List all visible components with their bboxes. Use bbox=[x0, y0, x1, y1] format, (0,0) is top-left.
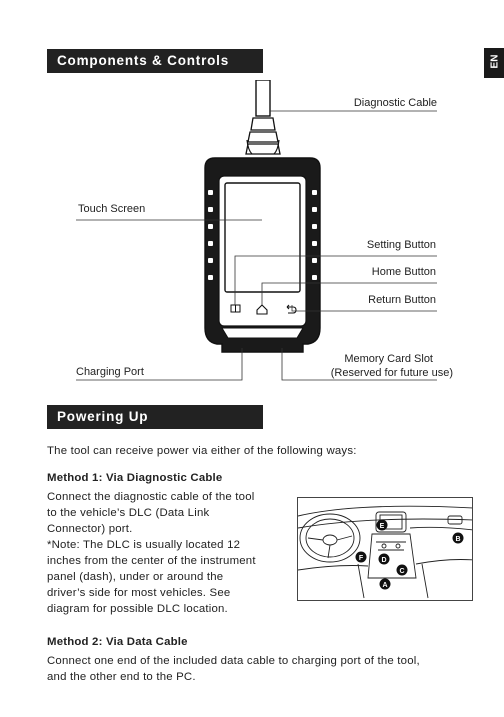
method1-title: Method 1: Via Diagnostic Cable bbox=[47, 472, 223, 484]
dlc-marker-a-text: A bbox=[382, 582, 388, 589]
device-diagram bbox=[0, 80, 504, 390]
diagnostic-cable bbox=[246, 80, 280, 154]
device-illustration bbox=[0, 80, 504, 390]
method1-line: to the vehicle’s DLC (Data Link bbox=[47, 507, 210, 519]
method1-line: inches from the center of the instrument bbox=[47, 555, 256, 567]
return-button-label: Return Button bbox=[368, 294, 436, 306]
method1-text bbox=[47, 489, 256, 617]
scanner-body bbox=[205, 158, 320, 352]
memory-card-slot-label: Memory Card Slot bbox=[344, 353, 433, 365]
dashboard-illustration bbox=[298, 498, 473, 601]
dlc-marker-b-text: B bbox=[455, 536, 461, 543]
method1-line: driver’s side for most vehicles. See bbox=[47, 587, 231, 599]
dlc-marker-d-text: D bbox=[381, 557, 387, 564]
dlc-location-diagram bbox=[297, 497, 473, 601]
method1-line: Connector) port. bbox=[47, 523, 133, 535]
dlc-marker-e-text: E bbox=[379, 523, 385, 530]
touch-screen-label: Touch Screen bbox=[78, 203, 146, 215]
diagnostic-cable-label: Diagnostic Cable bbox=[353, 97, 437, 109]
language-tab bbox=[484, 48, 504, 78]
setting-button-label: Setting Button bbox=[366, 239, 436, 251]
method2-line: and the other end to the PC. bbox=[47, 671, 196, 683]
powering-intro: The tool can receive power via either of the following ways: bbox=[47, 445, 357, 457]
powering-section-header: Powering Up bbox=[47, 405, 263, 429]
dlc-marker-f-text: F bbox=[358, 555, 364, 562]
method1-line: diagram for possible DLC location. bbox=[47, 603, 228, 615]
method2-line: Connect one end of the included data cable to charging port of the tool, bbox=[47, 655, 420, 667]
charging-port-label: Charging Port bbox=[76, 366, 144, 378]
home-button-label: Home Button bbox=[371, 266, 436, 278]
method1-line: Connect the diagnostic cable of the tool bbox=[47, 491, 255, 503]
memory-card-note-label: (Reserved for future use) bbox=[330, 367, 453, 379]
method1-line: panel (dash), under or around the bbox=[47, 571, 224, 583]
language-label: EN bbox=[489, 54, 501, 69]
method1-line: *Note: The DLC is usually located 12 bbox=[47, 539, 241, 551]
components-section-header: Components & Controls bbox=[47, 49, 263, 73]
dlc-markers bbox=[356, 520, 464, 590]
method2-title: Method 2: Via Data Cable bbox=[47, 636, 188, 648]
method2-text bbox=[47, 653, 420, 685]
dlc-marker-c-text: C bbox=[399, 568, 405, 575]
